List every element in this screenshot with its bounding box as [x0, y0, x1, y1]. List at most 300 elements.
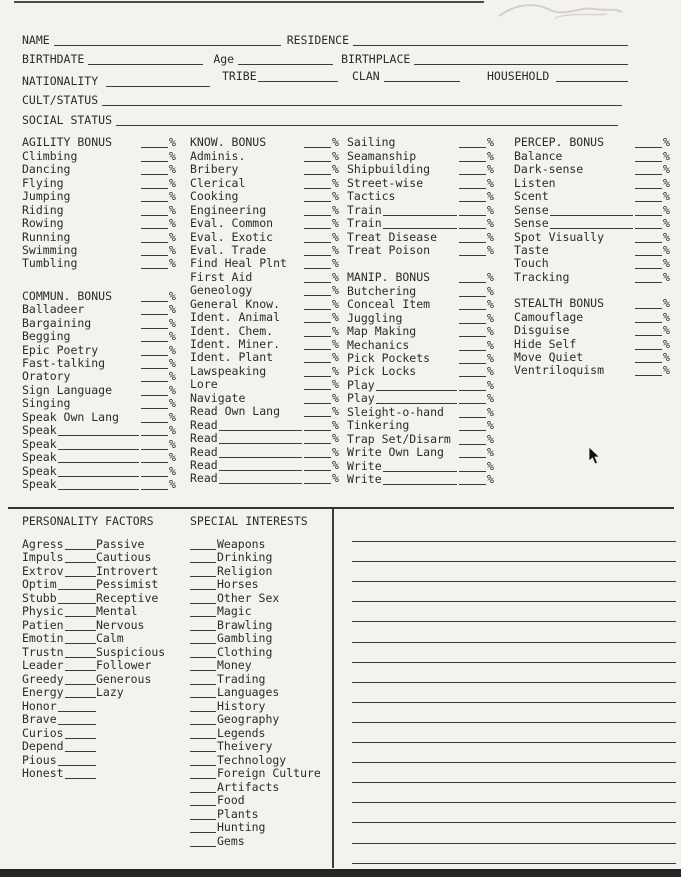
percent-group [304, 471, 340, 485]
percent-blank [459, 380, 486, 391]
skill-label: Singing [22, 396, 71, 411]
percent-sign: % [169, 148, 176, 163]
percent-blank [141, 331, 168, 342]
personality-blank [65, 741, 96, 752]
interest-blank [190, 809, 216, 820]
vertical-divider-line [332, 509, 334, 868]
percent-group [635, 363, 671, 377]
skill-label: Clerical [190, 175, 246, 190]
skill-category-label: STEALTH BONUS [514, 296, 605, 311]
percent-group [304, 149, 340, 163]
percent-blank [459, 178, 486, 189]
percent-blank [141, 371, 168, 382]
personality-blank [65, 728, 96, 739]
percent-blank [635, 325, 662, 336]
write-in-blank [376, 393, 457, 404]
skill-row [22, 190, 177, 203]
percent-sign: % [169, 382, 176, 397]
skill-row [190, 338, 340, 351]
interest-row [190, 794, 330, 808]
percent-blank [635, 232, 662, 243]
percent-sign: % [332, 323, 339, 338]
personality-right-label: Pessimist [96, 577, 159, 591]
skill-row [22, 257, 177, 270]
skill-label: Listen [514, 175, 556, 190]
personality-single-row [22, 767, 182, 781]
skill-label: Speak [22, 463, 57, 478]
interest-row [190, 618, 330, 632]
note-ruled-line [352, 783, 676, 803]
interest-row [190, 699, 330, 713]
percent-group [141, 216, 177, 230]
percent-sign: % [663, 242, 670, 257]
skill-row [190, 284, 340, 297]
skill-label: Read [190, 431, 218, 446]
percent-group [304, 404, 340, 418]
skill-row [514, 149, 671, 162]
percent-sign: % [169, 423, 176, 438]
percent-sign: % [487, 404, 494, 419]
percent-group [635, 203, 671, 217]
skill-label: Balladeer [22, 302, 85, 317]
interest-row [190, 564, 330, 578]
personality-left-label: Honor [22, 698, 57, 713]
skill-row [22, 410, 177, 423]
skill-label: Speak [22, 450, 57, 465]
interest-blank [190, 822, 216, 833]
percent-group [459, 203, 495, 217]
household-blank [556, 70, 628, 82]
skill-row [22, 397, 177, 410]
interest-row [190, 645, 330, 659]
percent-group [635, 162, 671, 176]
interest-row [190, 672, 330, 686]
household-label-wrap [487, 70, 549, 82]
note-ruled-line [352, 743, 676, 763]
percent-sign: % [487, 471, 494, 486]
percent-group [141, 356, 177, 370]
skill-label: Fast-talking [22, 356, 106, 370]
skill-label: Lore [190, 377, 218, 392]
percent-blank [459, 232, 486, 243]
percent-sign: % [663, 350, 670, 364]
interest-blank [190, 782, 216, 793]
tribe-label: TRIBE [222, 69, 257, 83]
skill-row [514, 310, 671, 323]
personality-right-label: Calm [96, 631, 124, 645]
percent-group [141, 149, 177, 163]
percent-blank [635, 191, 662, 202]
skill-label: General Know. [190, 296, 281, 311]
percent-group [459, 189, 495, 203]
skill-row [347, 325, 495, 338]
column-gap [22, 270, 177, 289]
percent-sign: % [332, 256, 339, 271]
percent-blank [459, 299, 486, 310]
percent-group [141, 203, 177, 217]
clan-label-wrap [352, 70, 380, 82]
skill-label: Read [190, 471, 218, 486]
nationality-label-wrap [22, 75, 98, 87]
percent-blank [459, 340, 486, 351]
percent-group [304, 377, 340, 391]
note-ruled-line [352, 643, 676, 663]
note-ruled-line [352, 582, 676, 602]
percent-blank [141, 412, 168, 423]
percent-sign: % [332, 337, 339, 351]
percent-group [304, 176, 340, 190]
skill-row [347, 352, 495, 365]
percent-blank [459, 205, 486, 216]
note-ruled-line [352, 622, 676, 642]
personality-right-label: Mental [96, 604, 138, 618]
percent-group [459, 243, 495, 257]
percent-sign: % [169, 436, 176, 451]
skill-label: Read [190, 457, 218, 472]
percent-blank [304, 137, 331, 148]
skill-row [22, 330, 177, 343]
skill-label: Find Heal Plnt [190, 256, 287, 271]
percent-blank [459, 164, 486, 175]
percent-sign: % [169, 329, 176, 344]
skill-row [22, 478, 177, 491]
interest-row [190, 726, 330, 740]
percent-group [141, 316, 177, 330]
percent-blank [304, 299, 331, 310]
personality-pair-row [22, 591, 182, 605]
personality-blank [58, 714, 96, 725]
personality-pair-row [22, 672, 182, 686]
percent-group [141, 256, 177, 270]
skill-label: Scent [514, 189, 549, 204]
percent-sign: % [663, 175, 670, 190]
write-in-blank [383, 205, 457, 216]
percent-blank [304, 164, 331, 175]
personality-blank [58, 579, 96, 590]
personality-left-label: Patien [22, 617, 64, 632]
personality-left-label: Energy [22, 685, 64, 699]
skill-label: Speak [22, 423, 57, 438]
personality-left-label: Depend [22, 739, 64, 753]
personality-pair-row [22, 551, 182, 565]
interest-label: Theivery [217, 739, 273, 753]
percent-blank [304, 420, 331, 431]
percent-blank [635, 298, 662, 309]
skill-label: Eval. Exotic [190, 229, 274, 244]
personality-pair-row [22, 605, 182, 619]
skill-category-header-row [190, 136, 340, 149]
skill-row [190, 163, 340, 176]
clan-label: CLAN [352, 69, 380, 83]
skill-label: Touch [514, 256, 549, 271]
percent-group [304, 458, 340, 472]
percent-blank [304, 178, 331, 189]
skill-row [514, 324, 671, 337]
percent-group [459, 311, 495, 325]
personality-blank [65, 687, 96, 698]
percent-sign: % [487, 216, 494, 231]
header-row-cult [22, 94, 622, 106]
interest-row [190, 753, 330, 767]
percent-group [304, 243, 340, 257]
skills-column-manip [347, 136, 495, 486]
percent-blank [141, 479, 168, 490]
percent-group [304, 162, 340, 176]
percent-group [459, 459, 495, 473]
percent-sign: % [663, 309, 670, 324]
percent-blank [141, 218, 168, 229]
percent-sign: % [663, 229, 670, 244]
percent-blank [459, 353, 486, 364]
personality-single-row [22, 740, 182, 754]
skill-label: Dancing [22, 162, 71, 177]
skill-row [347, 338, 495, 351]
write-in-blank [219, 433, 302, 444]
percent-blank [459, 393, 486, 404]
percent-sign: % [487, 418, 494, 433]
personality-blank [65, 539, 96, 550]
percent-sign: % [332, 148, 339, 163]
percent-sign: % [169, 450, 176, 465]
percent-sign: % [169, 409, 176, 424]
skill-row [347, 459, 495, 472]
interest-label: Foreign Culture [217, 766, 321, 780]
age-blank [238, 53, 333, 65]
interest-blank [190, 836, 216, 847]
interest-label: Brawling [217, 617, 273, 632]
personality-left-label: Agress [22, 536, 64, 551]
residence-blank [353, 34, 628, 46]
skill-label: Oratory [22, 369, 71, 384]
skill-label: Conceal Item [347, 297, 431, 312]
skill-label: Camouflage [514, 309, 584, 324]
interest-label: Weapons [217, 536, 266, 551]
percent-group [304, 135, 340, 149]
skill-label: Write [347, 458, 382, 473]
percent-sign: % [487, 175, 494, 190]
skill-row [190, 432, 340, 445]
percent-group [459, 378, 495, 392]
note-ruled-line [352, 703, 676, 723]
skill-row [347, 217, 495, 230]
percent-sign: % [169, 396, 176, 411]
personality-left-label: Honest [22, 766, 64, 780]
percent-sign: % [332, 162, 339, 177]
interest-label: Money [217, 658, 252, 672]
percent-sign: % [332, 283, 339, 298]
nationality-label: NATIONALITY [22, 74, 99, 88]
skill-label: Sign Language [22, 382, 113, 397]
residence-label: RESIDENCE [286, 33, 349, 47]
interest-label: Religion [217, 563, 273, 578]
skill-label: Jumping [22, 189, 71, 204]
percent-blank [141, 439, 168, 450]
skill-label: Spot Visually [514, 229, 605, 244]
percent-sign: % [169, 302, 176, 317]
personality-single-row [22, 753, 182, 767]
write-in-blank [383, 218, 457, 229]
skill-label: Adminis. [190, 148, 246, 163]
percent-blank [304, 460, 331, 471]
percent-sign: % [169, 476, 176, 491]
percent-sign: % [169, 356, 176, 370]
skill-row [514, 244, 671, 257]
percent-group [459, 351, 495, 365]
skill-row [190, 472, 340, 485]
note-ruled-line [352, 683, 676, 703]
interest-blank [190, 579, 216, 590]
skill-row [514, 337, 671, 350]
skill-label: Ident. Plant [190, 350, 274, 365]
percent-sign: % [487, 337, 494, 352]
percent-blank [635, 218, 662, 229]
interest-blank [190, 728, 216, 739]
interest-blank [190, 768, 216, 779]
percent-sign: % [487, 364, 494, 379]
skill-row [22, 451, 177, 464]
percent-blank [141, 466, 168, 477]
interest-row [190, 686, 330, 700]
skill-label: Taste [514, 242, 549, 257]
interest-label: Food [217, 793, 245, 807]
skill-row [347, 298, 495, 311]
personality-pair-row [22, 564, 182, 578]
skill-row [190, 190, 340, 203]
percent-blank [304, 151, 331, 162]
interest-label: Clothing [217, 644, 273, 659]
percent-sign: % [332, 269, 339, 284]
personality-pair-row [22, 632, 182, 646]
percent-group [459, 162, 495, 176]
skill-row [347, 190, 495, 203]
interest-label: Artifacts [217, 779, 280, 794]
percent-blank [141, 258, 168, 269]
skill-label: Balance [514, 148, 563, 163]
interest-blank [190, 539, 216, 550]
skill-label: Sailing [347, 135, 396, 150]
percent-blank [141, 358, 168, 369]
skill-row [22, 149, 177, 162]
skill-label: Sleight-o-hand [347, 404, 444, 419]
percent-group [635, 230, 671, 244]
skill-category-header-row [22, 289, 177, 302]
percent-group [141, 423, 177, 437]
interest-row [190, 821, 330, 835]
household-label: HOUSEHOLD [487, 69, 550, 83]
percent-sign: % [169, 463, 176, 478]
skill-label: Begging [22, 329, 71, 344]
percent-blank [459, 191, 486, 202]
interest-row [190, 632, 330, 646]
skill-row [514, 163, 671, 176]
percent-blank [459, 286, 486, 297]
skill-label: Ident. Miner. [190, 337, 281, 351]
percent-group [141, 450, 177, 464]
skill-row [514, 257, 671, 270]
percent-group [459, 284, 495, 298]
percent-group [635, 189, 671, 203]
interest-row [190, 807, 330, 821]
percent-sign: % [169, 242, 176, 257]
skill-label: Read [190, 444, 218, 459]
percent-group [635, 337, 671, 351]
percent-blank [304, 218, 331, 229]
skill-label: Move Quiet [514, 350, 584, 364]
percent-sign: % [487, 283, 494, 298]
interest-blank [190, 593, 216, 604]
skill-label: Bargaining [22, 315, 92, 330]
skill-category-label: COMMUN. BONUS [22, 288, 113, 303]
percent-blank [459, 245, 486, 256]
skill-label: Tactics [347, 189, 396, 204]
percent-group [141, 176, 177, 190]
personality-factors-title: PERSONALITY FACTORS [22, 514, 154, 528]
percent-group [141, 464, 177, 478]
personality-left-label: Optim [22, 577, 57, 591]
percent-group [635, 296, 671, 310]
percent-group [304, 337, 340, 351]
skill-label: Lawspeaking [190, 363, 267, 378]
header-row-name [22, 34, 628, 46]
skill-label: Dark-sense [514, 162, 584, 177]
write-in-blank [58, 452, 139, 463]
personality-blank [65, 660, 96, 671]
personality-right-label: Receptive [96, 590, 159, 605]
write-in-blank [550, 205, 633, 216]
skill-label: Butchering [347, 283, 417, 298]
skill-label: Speak Own Lang [22, 409, 119, 424]
percent-group [141, 230, 177, 244]
skill-row [22, 357, 177, 370]
skill-row [190, 445, 340, 458]
skill-label: Tracking [514, 269, 570, 284]
skill-row [514, 351, 671, 364]
personality-left-label: Physic [22, 604, 64, 618]
skill-label: Sense [514, 216, 549, 231]
percent-group [141, 396, 177, 410]
personality-right-label: Introvert [96, 563, 159, 578]
percent-sign: % [332, 202, 339, 217]
percent-group [141, 189, 177, 203]
skill-label: Eval. Trade [190, 242, 267, 257]
interest-blank [190, 755, 216, 766]
skill-row [190, 297, 340, 310]
note-ruled-line [352, 562, 676, 582]
percent-group [635, 176, 671, 190]
skill-label: Engineering [190, 202, 267, 217]
skill-label: Play [347, 377, 375, 392]
write-in-blank [58, 439, 139, 450]
percent-sign: % [663, 323, 670, 338]
skill-row [514, 190, 671, 203]
percent-blank [459, 407, 486, 418]
percent-group [304, 203, 340, 217]
percent-blank [635, 365, 662, 376]
personality-right-label: Nervous [96, 617, 145, 632]
percent-blank [635, 245, 662, 256]
percent-blank [304, 245, 331, 256]
skill-row [347, 176, 495, 189]
percent-group [459, 176, 495, 190]
percent-sign: % [487, 242, 494, 257]
percent-blank [141, 205, 168, 216]
personality-blank [65, 552, 96, 563]
percent-blank [304, 312, 331, 323]
percent-sign: % [169, 315, 176, 330]
personality-pair-row [22, 686, 182, 700]
interest-row [190, 740, 330, 754]
percent-blank [304, 393, 331, 404]
